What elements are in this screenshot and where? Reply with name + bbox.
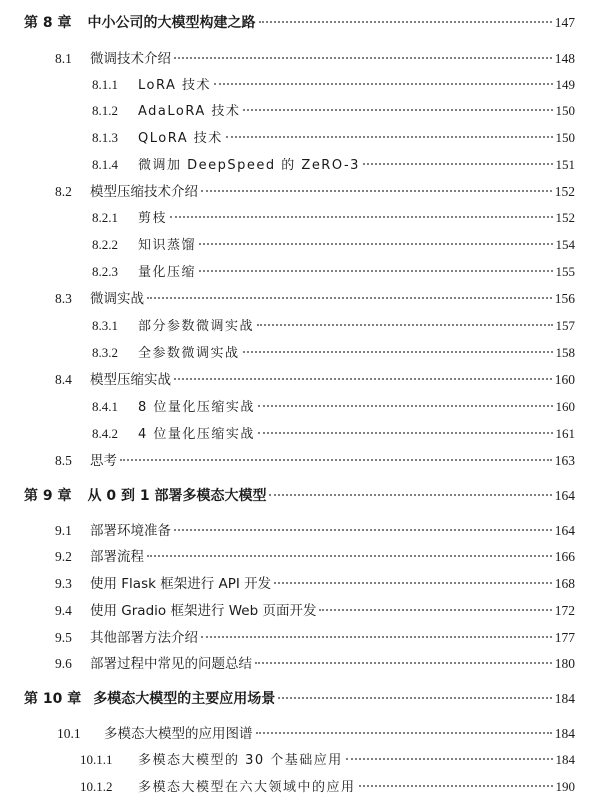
toc-entry-title: QLoRA 技术	[138, 131, 223, 146]
toc-section-entry[interactable]	[0, 547, 599, 567]
toc-page-number: 190	[555, 779, 575, 794]
toc-entry-number: 10.1.1	[80, 752, 113, 767]
toc-entry-number: 9.3	[55, 576, 72, 591]
toc-section-entry[interactable]	[0, 49, 599, 69]
toc-page-number: 154	[555, 237, 575, 252]
toc-entry-title: 微调实战	[90, 291, 144, 307]
toc-entry-title: 模型压缩技术介绍	[90, 184, 198, 200]
toc-entry-number: 8.5	[55, 453, 72, 468]
toc-subsection-entry[interactable]	[0, 155, 599, 175]
toc-subsection-entry[interactable]	[0, 262, 599, 282]
toc-page-number: 152	[555, 210, 575, 225]
toc-entry-number: 9.1	[55, 523, 72, 538]
dot-leader	[319, 608, 551, 611]
dot-leader	[243, 108, 552, 111]
toc-subsection-entry[interactable]	[0, 316, 599, 336]
toc-entry-title: 多模态大模型的应用图谱	[104, 726, 253, 742]
toc-entry-number: 8.3.2	[92, 345, 118, 360]
toc-page-number: 184	[554, 726, 575, 741]
toc-page-number: 168	[554, 576, 575, 591]
toc-page-number: 152	[554, 184, 575, 199]
dot-leader	[199, 269, 552, 272]
toc-chapter-entry[interactable]	[0, 689, 599, 709]
toc-page-number: 151	[555, 157, 575, 172]
toc-entry-number: 8.1.3	[92, 130, 118, 145]
toc-entry-number: 8.1.2	[92, 103, 118, 118]
toc-entry-number: 9.2	[55, 549, 72, 564]
toc-section-entry[interactable]	[0, 289, 599, 309]
dot-leader	[274, 581, 552, 584]
toc-entry-title: 从 0 到 1 部署多模态大模型	[87, 488, 267, 504]
toc-page-number: 177	[554, 630, 575, 645]
toc-page-number: 166	[554, 549, 575, 564]
toc-subsection-entry[interactable]	[0, 424, 599, 444]
toc-subsection-entry[interactable]	[0, 750, 599, 770]
toc-subsection-entry[interactable]	[0, 75, 599, 95]
dot-leader	[147, 554, 552, 557]
toc-page-number: 157	[555, 318, 575, 333]
dot-leader	[174, 56, 552, 59]
toc-page-number: 156	[554, 291, 575, 306]
dot-leader	[269, 493, 551, 496]
toc-entry-title: 微调加 DeepSpeed 的 ZeRO-3	[138, 158, 360, 173]
toc-subsection-entry[interactable]	[0, 128, 599, 148]
toc-section-entry[interactable]	[0, 370, 599, 390]
toc-entry-title: 中小公司的大模型构建之路	[87, 15, 256, 31]
toc-page-number: 164	[554, 488, 575, 503]
dot-leader	[278, 696, 552, 699]
toc-page-number: 148	[554, 51, 575, 66]
toc-page-number: 163	[554, 453, 575, 468]
toc-entry-title: 其他部署方法介绍	[90, 630, 198, 646]
toc-entry-title: 使用 Flask 框架进行 API 开发	[90, 576, 272, 592]
toc-entry-number: 8.1.1	[92, 77, 118, 92]
toc-entry-title: 8 位量化压缩实战	[138, 400, 255, 415]
toc-entry-title: 微调技术介绍	[90, 51, 171, 67]
toc-entry-title: 多模态大模型的 30 个基础应用	[138, 753, 343, 768]
toc-page-number: 172	[554, 603, 575, 618]
toc-page-number: 164	[554, 523, 575, 538]
toc-entry-title: 知识蒸馏	[138, 238, 197, 253]
toc-entry-title: 部署过程中常见的问题总结	[90, 656, 252, 672]
toc-page-number: 147	[554, 15, 575, 30]
toc-entry-number: 第 8 章	[24, 15, 72, 31]
dot-leader	[147, 296, 552, 299]
toc-entry-title: 部分参数微调实战	[138, 319, 255, 334]
toc-subsection-entry[interactable]	[0, 208, 599, 228]
toc-entry-number: 8.2.1	[92, 210, 118, 225]
dot-leader	[255, 661, 552, 664]
dot-leader	[243, 350, 553, 353]
dot-leader	[363, 162, 553, 165]
toc-section-entry[interactable]	[0, 724, 599, 744]
toc-entry-title: 多模态大模型在六大领域中的应用	[138, 780, 356, 795]
toc-subsection-entry[interactable]	[0, 343, 599, 363]
toc-page-number: 160	[555, 399, 575, 414]
toc-section-entry[interactable]	[0, 601, 599, 621]
toc-entry-number: 8.2	[55, 184, 72, 199]
toc-entry-number: 8.4.1	[92, 399, 118, 414]
toc-section-entry[interactable]	[0, 628, 599, 648]
toc-entry-number: 第 10 章	[24, 691, 82, 707]
toc-entry-number: 8.1	[55, 51, 72, 66]
toc-section-entry[interactable]	[0, 574, 599, 594]
toc-entry-number: 10.1	[57, 726, 81, 741]
dot-leader	[258, 404, 553, 407]
toc-entry-number: 8.4	[55, 372, 72, 387]
toc-entry-title: 思考	[90, 453, 117, 469]
toc-section-entry[interactable]	[0, 451, 599, 471]
toc-page-number: 158	[555, 345, 575, 360]
dot-leader	[170, 215, 552, 218]
toc-entry-number: 9.4	[55, 603, 72, 618]
dot-leader	[257, 323, 552, 326]
toc-section-entry[interactable]	[0, 182, 599, 202]
toc-entry-title: 部署流程	[90, 549, 144, 565]
toc-entry-number: 8.3.1	[92, 318, 118, 333]
toc-entry-title: 剪枝	[138, 211, 168, 226]
dot-leader	[201, 635, 552, 638]
toc-entry-title: 量化压缩	[138, 265, 197, 280]
toc-page-number: 149	[555, 77, 575, 92]
dot-leader	[201, 189, 552, 192]
toc-chapter-entry[interactable]	[0, 486, 599, 506]
dot-leader	[174, 377, 552, 380]
toc-page-number: 161	[555, 426, 575, 441]
toc-subsection-entry[interactable]	[0, 397, 599, 417]
toc-entry-number: 8.2.2	[92, 237, 118, 252]
dot-leader	[199, 242, 552, 245]
toc-entry-title: LoRA 技术	[138, 78, 211, 93]
toc-section-entry[interactable]	[0, 654, 599, 674]
toc-page-number: 155	[555, 264, 575, 279]
toc-subsection-entry[interactable]	[0, 235, 599, 255]
toc-entry-number: 9.5	[55, 630, 72, 645]
dot-leader	[258, 431, 553, 434]
toc-page-number: 180	[554, 656, 575, 671]
toc-entry-number: 9.6	[55, 656, 72, 671]
toc-page-number: 160	[554, 372, 575, 387]
toc-page-number: 150	[555, 130, 575, 145]
toc-entry-title: 4 位量化压缩实战	[138, 427, 255, 442]
toc-page-number: 150	[555, 103, 575, 118]
dot-leader	[120, 458, 552, 461]
toc-section-entry[interactable]	[0, 521, 599, 541]
toc-chapter-entry[interactable]	[0, 13, 599, 33]
toc-entry-number: 8.1.4	[92, 157, 118, 172]
dot-leader	[214, 82, 553, 85]
toc-page-number: 184	[555, 752, 575, 767]
dot-leader	[359, 784, 553, 787]
toc-entry-title: 多模态大模型的主要应用场景	[93, 691, 276, 707]
toc-page-number: 184	[554, 691, 575, 706]
dot-leader	[226, 135, 553, 138]
toc-entry-number: 10.1.2	[80, 779, 113, 794]
toc-entry-title: 使用 Gradio 框架进行 Web 页面开发	[90, 603, 317, 619]
dot-leader	[174, 528, 552, 531]
toc-entry-title: 部署环境准备	[90, 523, 171, 539]
dot-leader	[256, 731, 552, 734]
dot-leader	[259, 20, 552, 23]
toc-entry-number: 8.2.3	[92, 264, 118, 279]
toc-entry-number: 8.4.2	[92, 426, 118, 441]
dot-leader	[346, 757, 553, 760]
toc-entry-title: 全参数微调实战	[138, 346, 240, 361]
toc-entry-number: 第 9 章	[24, 488, 72, 504]
toc-entry-title: AdaLoRA 技术	[138, 104, 241, 119]
toc-entry-number: 8.3	[55, 291, 72, 306]
toc-subsection-entry[interactable]	[0, 101, 599, 121]
toc-entry-title: 模型压缩实战	[90, 372, 171, 388]
toc-subsection-entry[interactable]	[0, 777, 599, 797]
